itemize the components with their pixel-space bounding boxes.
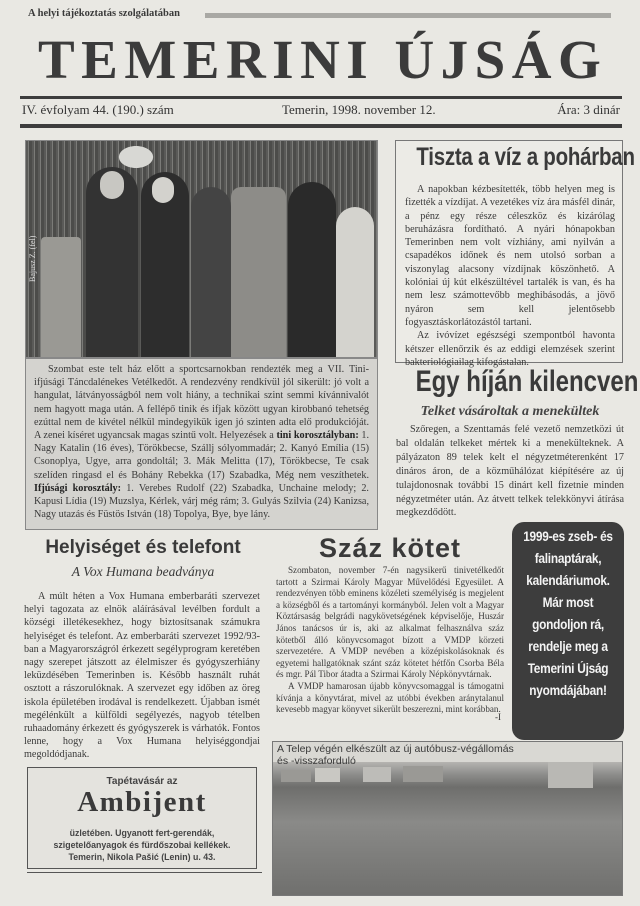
headline-vox: Helyiséget és telefont bbox=[45, 537, 241, 558]
article-water-body: A napokban kézbesítették, több helyen meg is fizették a vízdíjat. A vezetékes víz ára másfél dinár, a pénz egy része céleszköz és kizárólag beruházásra fordítható. A nyári hónapokban Temerinben nem volt vízhiány, ami nyilván a csapadékos időnek és nem utolsó sorban a viszonylag alacsony vízdíjnak köszönhető. A kolóniai új kút elkészültével tartalék is van, és ha nem lesz számottevőbb meghibásodás, a jövő nyáron sem kell jelentősebb fogyasztáskorlátozástól tartani. Az ivóvízet egészségi szempontból havonta kétszer ellenőrzik és az eddigi elemzések szerint bakteriológiailag kifogástalan. bbox=[405, 184, 615, 368]
photo-credit: Bajusz Z. (fel) bbox=[28, 235, 37, 282]
bus-terminal-photo bbox=[272, 741, 623, 896]
ad-ambijent-line: szigetelőanyagok és fürdőszobai kellékek. bbox=[53, 840, 231, 850]
tagline-divider bbox=[205, 13, 611, 18]
ad-calendar-line: kalendáriumok. bbox=[526, 573, 610, 588]
subheadline-plots: Telket vásároltak a menekültek bbox=[420, 404, 600, 419]
ad-calendar-line: rendelje meg a bbox=[528, 639, 608, 654]
article-books-signature: -I bbox=[495, 712, 501, 722]
issue-line bbox=[22, 102, 622, 120]
article-water bbox=[395, 140, 635, 368]
headline-plots: Egy híján kilencven bbox=[415, 365, 639, 398]
article-contest bbox=[25, 358, 378, 530]
bottom-rule bbox=[27, 872, 262, 873]
article-contest-text: Szombat este telt ház előtt a sportcsarnokban rendezték meg a VII. Tini-ifjúsági Táncdalénekes Vetélkedőt. A rendezvény rendkívül jól sikerült: jó volt a hangulat, látványosságból nem volt hiány, a technikai szint semmi kívánnivalót nem hagyott maga után. A fellépő tinik és ifjak között ugyan kirobbanó tehetség ezúttal nem de kivétel nélkül mindegyikük igen jó szinten adta elő produkcióját. A zenei kíséret ugyancsak magas szintű volt. Helyezések a tini korosztályban: 1. Nagy Katalin (16 éves), Törökbecse, Szállj sólyommadár; 2. Kanyó Emília (15) Csonoplya, Ugye, arra gondoltál; 3. Mák Melitta (17), Törökbecse, Te csak szelíden ringasd el és Bohány Rebekka (17) Szabadka, Még nem veszíthetek. Ifjúsági korosztály: 1. Verebes Rudolf (22) Szabadka, Unchaine melody; 2. Kapusi Lídia (19) Muzslya, Kérlek, várj még rám; 3. Gulyás Szilvia (24) Kanizsa, Nagy utazás és Füstös István (18) Topolya, Bye, bye lány. bbox=[34, 364, 370, 521]
dateline: Temerin, 1998. november 12. bbox=[282, 102, 436, 117]
ad-calendar-line: nyomdájában! bbox=[529, 683, 607, 698]
ad-ambijent-name: Ambijent bbox=[77, 786, 207, 818]
newspaper-title: TEMERINI ÚJSÁG bbox=[38, 29, 608, 90]
contest-photo bbox=[25, 140, 378, 358]
ad-ambijent-address: Temerin, Nikola Pašić (Lenin) u. 43. bbox=[68, 852, 216, 862]
ad-calendar-line: 1999-es zseb- és bbox=[523, 529, 613, 544]
masthead-rule-top bbox=[20, 96, 622, 99]
ad-calendar-line: falinaptárak, bbox=[534, 551, 602, 566]
article-plots-body: Szőregen, a Szenttamás felé vezető nemzetközi út bal oldalán telkeket mértek ki a menekülteknek. A pályázaton 89 telek kelt el négyzetméterenként 17 dináros áron, de a közműhálózat kiépítésére az új tulajdonosnak további 15 dinárt kell fizetnie minden négyzetméter után. Az átvett telkek telekkönyvi átírása megkezdődött. bbox=[396, 424, 624, 519]
masthead-rule-bottom bbox=[20, 124, 622, 128]
ad-calendar-line: gondoljon rá, bbox=[532, 617, 604, 632]
article-vox-body: A múlt héten a Vox Humana emberbaráti szervezet helyi tagozata az elnök aláírásával levélben fordult a községi illetékesekhez, hogy biztosítsanak számukra helyiséget és telefont. Az emberbaráti szervezet 1992/93-ban a Magyarországról érkezett segélyprogram keretében nagy szerepet játszott az élelmiszer és gyógyszerhiány leküzdésében Temerinben is. Később használt ruhát osztott a rászorulóknak. A szervezet egy időben az öreg iskola épületében irodával is rendelkezett. Újabban ismét megélénkült a külföldi segélyezés, nagyob tételben ruhaadomány érkezett és gyógyszerek is várhatók. Fontos lenne, hogy a Vox Humana helyiséggondjai megoldódjanak. bbox=[24, 591, 260, 761]
road-marking bbox=[612, 856, 623, 896]
ad-calendar bbox=[512, 522, 624, 740]
subheadline-vox: A Vox Humana beadványa bbox=[71, 564, 215, 579]
tagline: A helyi tájékoztatás szolgálatában bbox=[28, 8, 180, 19]
issue-number: IV. évfolyam 44. (190.) szám bbox=[22, 102, 174, 117]
headline-water: Tiszta a víz a pohárban bbox=[416, 143, 635, 171]
ad-ambijent bbox=[27, 767, 257, 869]
bus-photo-caption: A Telep végén elkészült az új autóbusz-végállomás és -visszaforduló bbox=[277, 743, 514, 767]
headline-books: Száz kötet bbox=[318, 533, 462, 563]
price: Ára: 3 dinár bbox=[557, 102, 620, 117]
ad-ambijent-line: üzletében. Ugyanott fert-gerendák, bbox=[69, 828, 215, 838]
ad-calendar-line: Már most bbox=[542, 595, 594, 610]
article-books-body: Szombaton, november 7-én nagysikerű tinivetélkedőt tartott a Szirmai Károly Magyar Művelődési Egyesület. A rendezvényen több eminens közéleti személyiség is megjelent a községből és a tartományi kormányból. Jelen volt a Magyar Köztársaság belgrádi nagykövetségének képviselője, Huszár János tanácsos úr is, aki az alkalmat felhasználva száz kötetből álló könyvcsomagot bízott a VMDP körzeti szervezetére. A VMDP nevében a középiskolásoknak és egyetemi hallgatóknak szánt száz kötetet hétfőn Csorba Béla és mgr. Pál Tibor átadta a Szirmai Károly Népkönyvtárnak. A VMDP hamarosan újabb könyvcsomaggal is támogatni kívánja a könyvtárat, mivel az utóbbi években aránytalanul kevesebb magyar könyvet sikerült beszerezni, mint korábban. bbox=[276, 565, 504, 715]
ad-ambijent-intro: Tapétavásár az bbox=[106, 776, 178, 787]
ad-calendar-line: Temerini Újság bbox=[527, 661, 609, 676]
